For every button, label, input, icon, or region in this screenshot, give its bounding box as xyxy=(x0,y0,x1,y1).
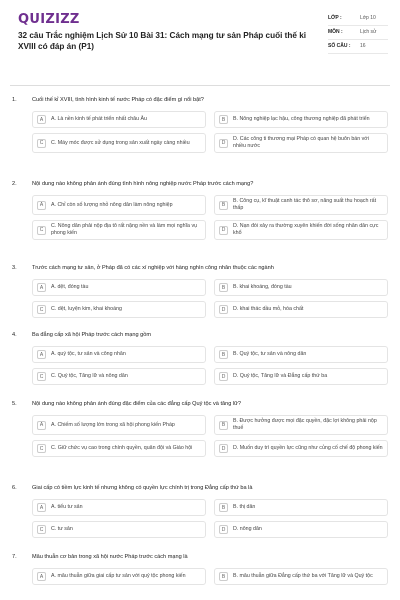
option-a[interactable] xyxy=(32,279,206,296)
option-a[interactable] xyxy=(32,195,206,215)
question-row xyxy=(12,180,388,188)
question-2 xyxy=(12,180,388,240)
question-number: 4. xyxy=(12,332,17,338)
question-7 xyxy=(12,553,388,585)
option-d[interactable] xyxy=(214,521,388,538)
option-text: B. Nông nghiệp lạc hậu, công thương nghiệp đã phát triển xyxy=(233,116,370,122)
option-b[interactable] xyxy=(214,111,388,128)
page-title: 32 câu Trắc nghiệm Lịch Sử 10 Bài 31: Cách mạng tư sản Pháp cuối thế kỉ XVIII có đáp án (P1) xyxy=(18,31,307,51)
option-a[interactable] xyxy=(32,568,206,585)
meta-label: SỐ CÂU : xyxy=(328,43,351,49)
meta-label: MÔN : xyxy=(328,29,343,35)
option-text: A. quý tộc, tư sản và công nhân xyxy=(51,351,126,357)
question-row xyxy=(12,400,388,408)
option-d[interactable] xyxy=(214,440,388,457)
option-c[interactable] xyxy=(32,521,206,538)
option-b[interactable] xyxy=(214,568,388,585)
option-text: D. nông dân xyxy=(233,526,262,532)
question-text: Mâu thuẫn cơ bản trong xã hội nước Pháp trước cách mạng là xyxy=(32,554,188,560)
option-letter-badge: B xyxy=(219,503,228,512)
option-text: D. khai thác dầu mỏ, hóa chất xyxy=(233,306,304,312)
option-a[interactable] xyxy=(32,415,206,435)
option-letter-badge: D xyxy=(219,525,228,534)
question-row xyxy=(12,484,388,492)
option-text: C. Quý tộc, Tăng lữ và nông dân xyxy=(51,373,128,379)
option-letter-badge: B xyxy=(219,201,228,210)
option-letter-badge: A xyxy=(37,503,46,512)
option-a[interactable] xyxy=(32,499,206,516)
question-6 xyxy=(12,484,388,538)
option-d[interactable] xyxy=(214,368,388,385)
question-row xyxy=(12,264,388,272)
option-letter-badge: D xyxy=(219,139,228,148)
question-text: Nội dung nào không phản ánh đúng đặc điểm của các đẳng cấp Quý tộc và tăng lữ? xyxy=(32,401,241,407)
option-letter-badge: C xyxy=(37,525,46,534)
option-a[interactable] xyxy=(32,346,206,363)
option-letter-badge: B xyxy=(219,350,228,359)
question-row xyxy=(12,553,388,561)
options-grid xyxy=(32,415,388,457)
option-letter-badge: C xyxy=(37,444,46,453)
option-letter-badge: D xyxy=(219,444,228,453)
header xyxy=(0,0,400,80)
meta-label: LỚP : xyxy=(328,15,342,21)
option-letter-badge: D xyxy=(219,226,228,235)
option-b[interactable] xyxy=(214,279,388,296)
question-text: Trước cách mạng tư sản, ở Pháp đã có các xí nghiệp với hàng nghìn công nhân thuộc các ngành xyxy=(32,265,274,271)
option-c[interactable] xyxy=(32,133,206,153)
meta-value: Lớp 10 xyxy=(360,15,376,21)
option-letter-badge: A xyxy=(37,283,46,292)
option-text: C. dệt, luyện kim, khai khoáng xyxy=(51,306,122,312)
question-number: 7. xyxy=(12,554,17,560)
option-letter-badge: A xyxy=(37,421,46,430)
option-text: A. dệt, đóng tàu xyxy=(51,284,89,290)
option-text: A. mâu thuẫn giữa giai cấp tư sản với quý tộc phong kiến xyxy=(51,573,186,579)
option-text: C. Giữ chức vụ cao trong chính quyền, quân đội và Giáo hội xyxy=(51,445,193,451)
option-text: D. Các công ti thương mại Pháp có quan hệ buôn bán với nhiều nước xyxy=(233,136,369,149)
option-c[interactable] xyxy=(32,301,206,318)
quizizz-logo: QUIZIZZ xyxy=(18,12,80,27)
question-1 xyxy=(12,96,388,153)
meta-row-subject xyxy=(328,26,388,40)
option-text: D. Muốn duy trì quyền lực cũng như củng cố chế độ phong kiến xyxy=(233,445,383,451)
option-letter-badge: C xyxy=(37,226,46,235)
question-number: 2. xyxy=(12,181,17,187)
options-grid xyxy=(32,279,388,318)
option-letter-badge: C xyxy=(37,139,46,148)
meta-row-count xyxy=(328,40,388,54)
meta-value: 16 xyxy=(360,43,366,49)
option-text: B. mâu thuẫn giữa Đẳng cấp thứ ba với Tăng lữ và Quý tộc xyxy=(233,573,373,579)
option-text: B. Quý tộc, tư sản và nông dân xyxy=(233,351,307,357)
option-letter-badge: B xyxy=(219,421,228,430)
option-letter-badge: C xyxy=(37,372,46,381)
question-text: Nội dung nào không phản ánh đúng tình hình nông nghiệp nước Pháp trước cách mạng? xyxy=(32,181,254,187)
option-text: B. Công cụ, kĩ thuật canh tác thô sơ, năng suất thu hoạch rất thấp xyxy=(233,198,377,211)
option-letter-badge: B xyxy=(219,572,228,581)
option-text: D. Nạn đói xảy ra thường xuyên khiến đời sống nhân dân cực khổ xyxy=(233,223,379,236)
option-letter-badge: D xyxy=(219,372,228,381)
option-letter-badge: A xyxy=(37,572,46,581)
option-b[interactable] xyxy=(214,346,388,363)
option-d[interactable] xyxy=(214,220,388,240)
option-b[interactable] xyxy=(214,195,388,215)
option-d[interactable] xyxy=(214,133,388,153)
option-text: B. Được hưởng được mọi đặc quyền, đặc lợi không phải nộp thuế xyxy=(233,418,377,431)
options-grid xyxy=(32,568,388,585)
option-text: A. Là nền kinh tế phát triển nhất châu Âu xyxy=(51,116,148,122)
option-c[interactable] xyxy=(32,440,206,457)
option-letter-badge: A xyxy=(37,350,46,359)
option-text: C. tư sản xyxy=(51,526,73,532)
question-number: 1. xyxy=(12,97,17,103)
question-5 xyxy=(12,400,388,457)
question-number: 5. xyxy=(12,401,17,407)
question-text: Cuối thế kỉ XVIII, tình hình kinh tế nước Pháp có đặc điểm gì nổi bật? xyxy=(32,97,204,103)
question-row xyxy=(12,96,388,104)
header-divider xyxy=(10,85,390,86)
option-text: A. Chỉ còn số lượng nhỏ nông dân làm nông nghiệp xyxy=(51,201,173,208)
option-a[interactable] xyxy=(32,111,206,128)
option-letter-badge: A xyxy=(37,115,46,124)
question-4 xyxy=(12,331,388,385)
question-text: Ba đẳng cấp xã hội Pháp trước cách mạng gồm xyxy=(32,332,152,338)
option-letter-badge: D xyxy=(219,305,228,314)
option-letter-badge: B xyxy=(219,115,228,124)
question-number: 3. xyxy=(12,265,17,271)
question-row xyxy=(12,331,388,339)
option-b[interactable] xyxy=(214,499,388,516)
meta-row-grade xyxy=(328,12,388,26)
options-grid xyxy=(32,195,388,240)
meta-value: Lịch sử xyxy=(360,29,377,35)
option-text: A. tiểu tư sản xyxy=(51,504,83,510)
option-text: B. khai khoáng, đóng tàu xyxy=(233,284,292,290)
option-text: D. Quý tộc, Tăng lữ và Đẳng cấp thứ ba xyxy=(233,373,328,379)
options-grid xyxy=(32,346,388,385)
options-grid xyxy=(32,499,388,538)
options-grid xyxy=(32,111,388,153)
option-letter-badge: B xyxy=(219,283,228,292)
question-text: Giai cấp có tiềm lực kinh tế nhưng không có quyền lực chính trị trong Đẳng cấp thứ ba là xyxy=(32,485,253,491)
option-letter-badge: A xyxy=(37,201,46,210)
option-c[interactable] xyxy=(32,220,206,240)
option-text: C. Nông dân phải nộp địa tô rất nặng nền và làm mọi nghĩa vụ phong kiến xyxy=(51,223,198,236)
option-text: A. Chiếm số lượng lớn trong xã hội phong kiến Pháp xyxy=(51,421,175,428)
option-letter-badge: C xyxy=(37,305,46,314)
option-c[interactable] xyxy=(32,368,206,385)
meta-panel xyxy=(328,12,388,54)
option-b[interactable] xyxy=(214,415,388,435)
option-text: B. thị dân xyxy=(233,504,256,510)
option-d[interactable] xyxy=(214,301,388,318)
option-text: C. Máy móc được sử dụng trong sản xuất ngày càng nhiều xyxy=(51,139,190,146)
question-3 xyxy=(12,264,388,318)
question-number: 6. xyxy=(12,485,17,491)
